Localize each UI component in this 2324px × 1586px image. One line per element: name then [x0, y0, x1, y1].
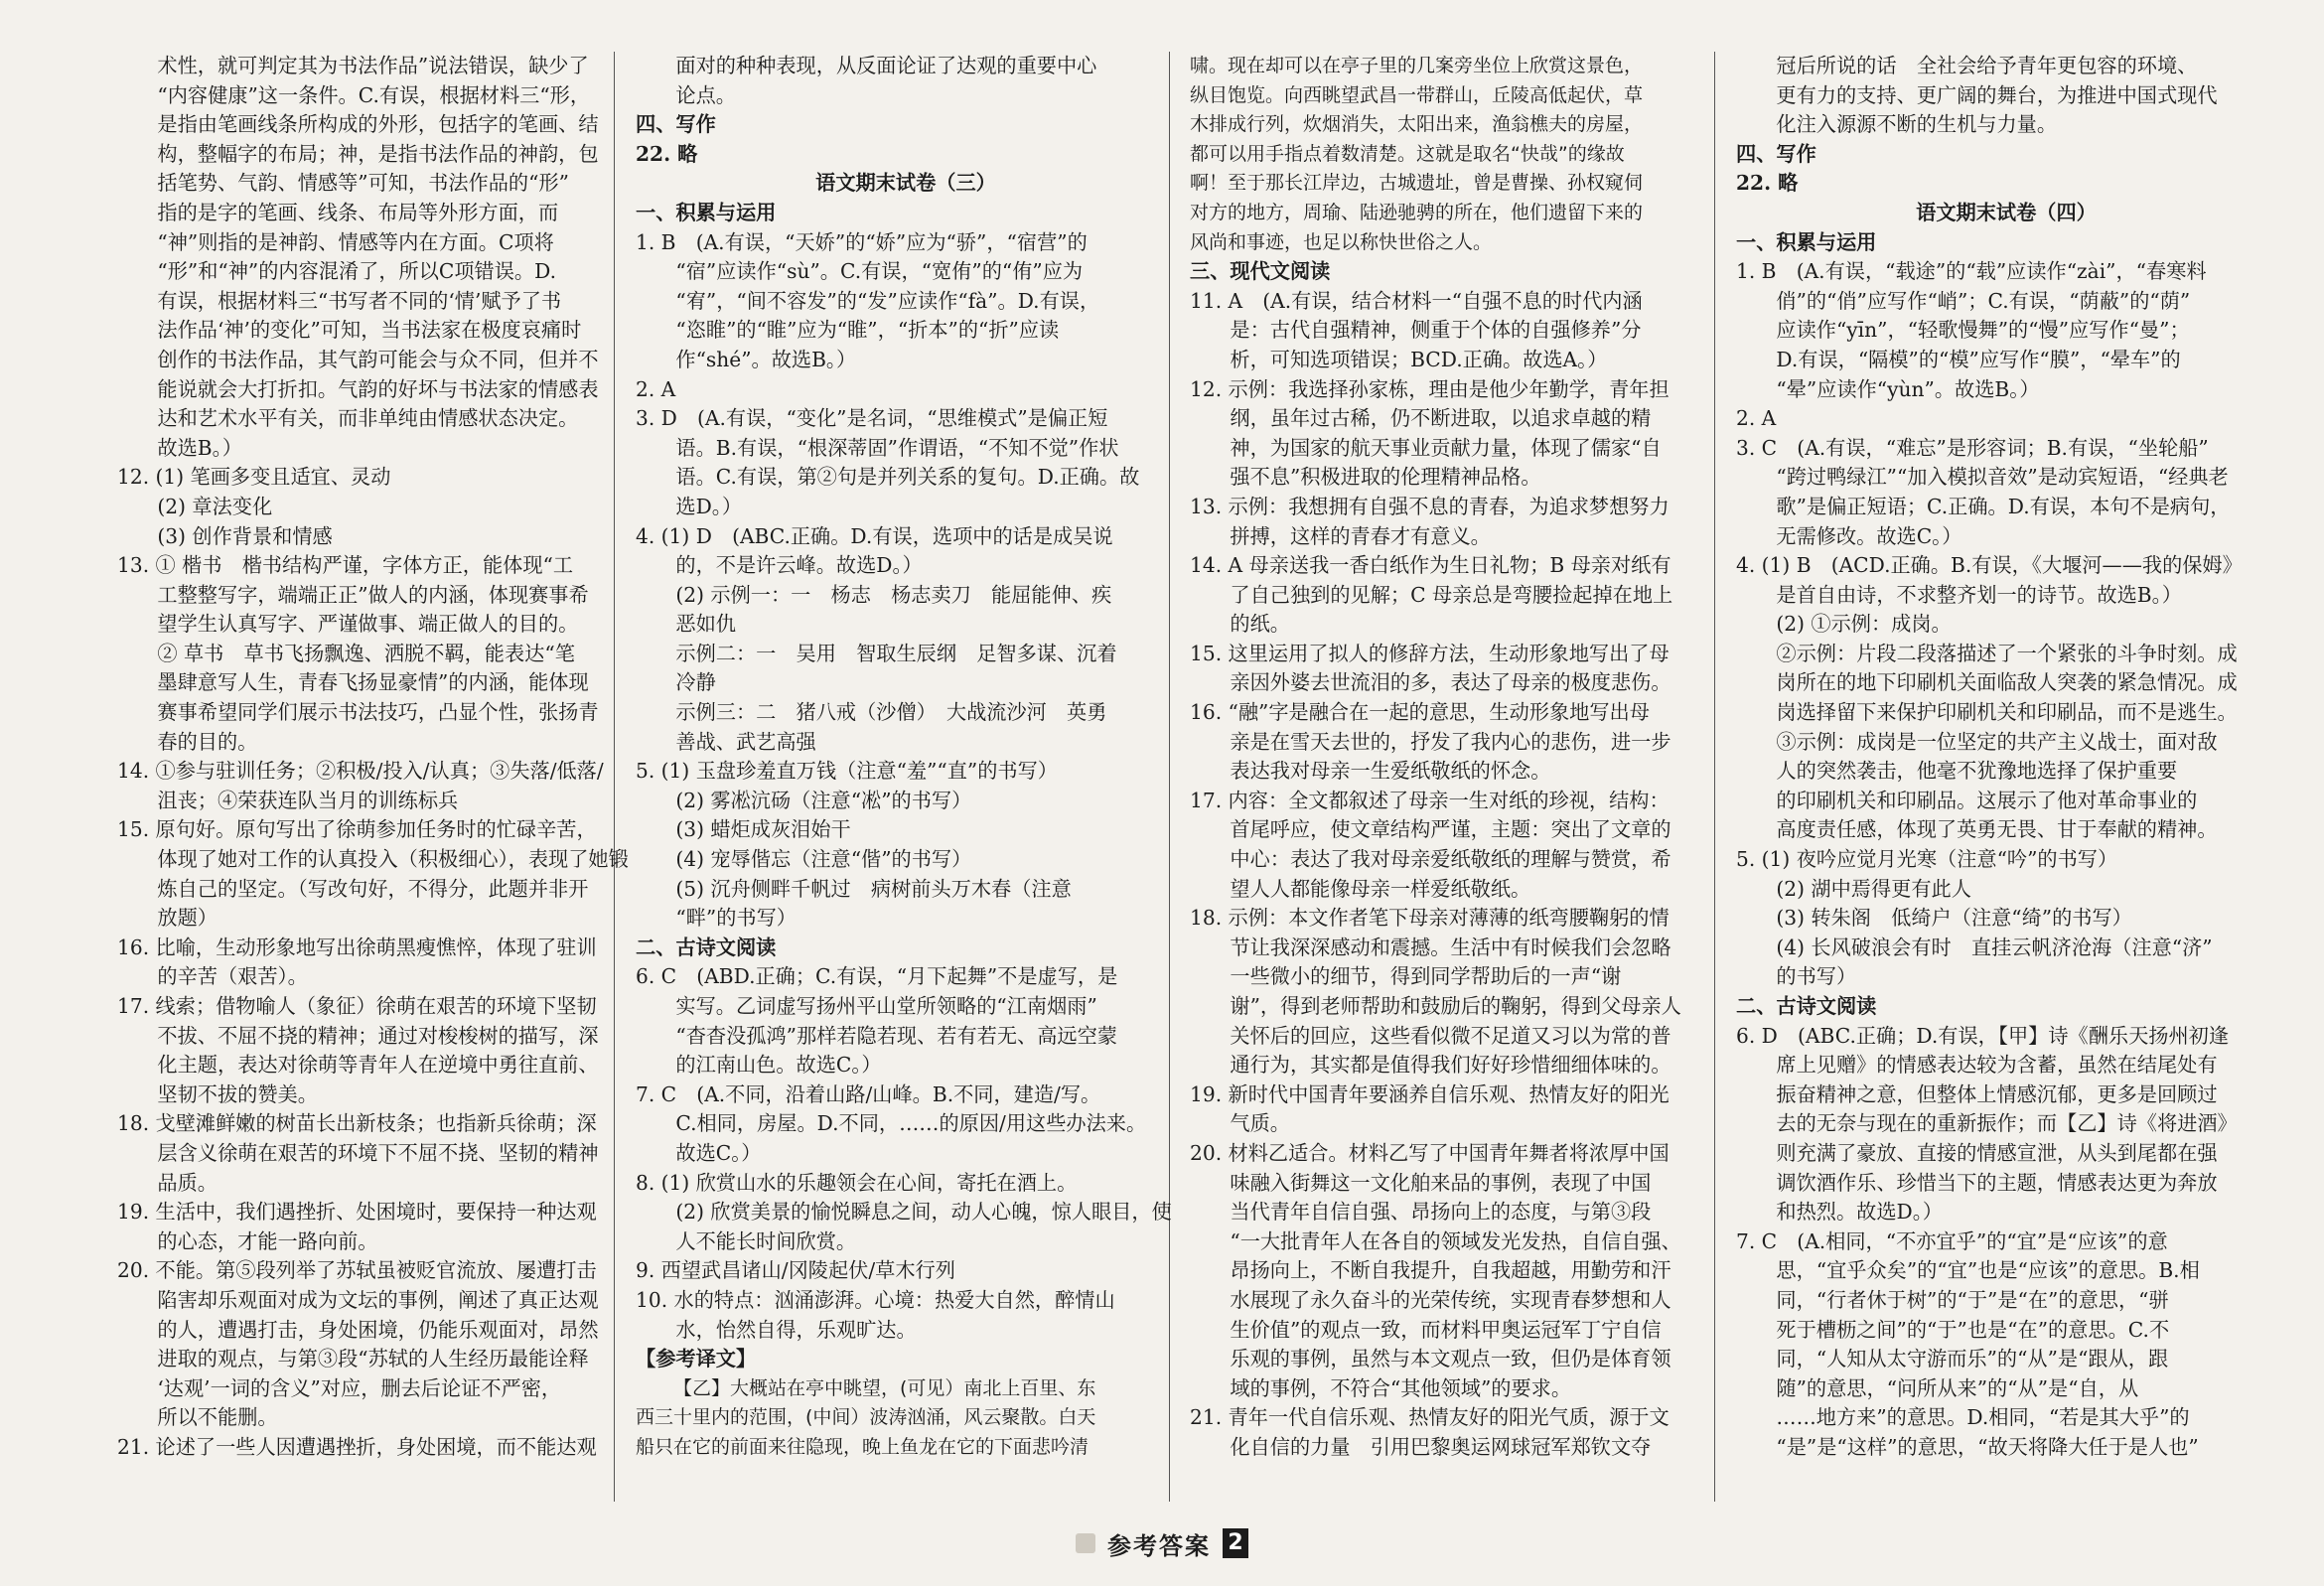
text-line: (2) 雾凇沆砀（注意“凇”的书写）	[675, 788, 972, 812]
text-line: 的江南山色。故选C。）	[675, 1053, 882, 1078]
text-line: 括笔势、气韵、情感等”可知，书法作品的“形”	[157, 171, 569, 196]
text-line: 工整整写字，端端正正”做人的内涵，体现赛事希	[157, 582, 589, 607]
text-line: “是”是“这样”的意思，“故天将降大任于是人也”	[1776, 1434, 2199, 1459]
text-line: (3) 转朱阁 低绮户（注意“绮”的书写）	[1776, 906, 2132, 931]
text-line: 一些微小的细节，得到同学帮助后的一声“谢	[1230, 964, 1622, 989]
text-line: 论点。	[675, 82, 736, 107]
text-line: 实写。乙词虚写扬州平山堂所领略的“江南烟雨”	[675, 994, 1097, 1018]
text-line: 啊！至于那长江岸边，古城遗址，曾是曹操、孙权窥伺	[1190, 172, 1644, 195]
text-line: 5. (1) 夜吟应觉月光寒（注意“吟”的书写）	[1736, 847, 2118, 872]
text-line: 3. C (A.有误，“难忘”是形容词；B.有误，“坐轮船”	[1736, 435, 2209, 460]
text-line: 陷害却乐观面对成为文坛的事例，阐述了真正达观	[157, 1287, 599, 1312]
text-line: 法作品‘神’的变化”可知，当书法家在极度哀痛时	[157, 318, 582, 343]
text-line: 语文期末试卷（四）	[1916, 200, 2097, 224]
text-line: 16. 比喻，生动形象地写出徐萌黑瘦憔悴，体现了驻训	[117, 935, 597, 959]
text-line: 【参考译文】	[636, 1347, 757, 1371]
text-line: 水展现了永久奋斗的光荣传统，实现青春梦想和人	[1230, 1287, 1671, 1312]
text-line: 炼自己的坚定。（写改句好，不得分，此题并非开	[157, 876, 589, 901]
text-line: “杳杳没孤鸿”那样若隐若现、若有若无、高远空蒙	[675, 1023, 1117, 1048]
text-line: 达和艺术水平有关，而非单纯由情感状态决定。	[157, 406, 579, 431]
text-line: “宥”，“间不容发”的“发”应读作“fà”。D.有误，	[675, 288, 1100, 313]
text-line: 振奋精神之意，但整体上情感沉郁，更多是回顾过	[1776, 1081, 2218, 1106]
text-line: 岗所在的地下印刷机关面临敌人突袭的紧急情况。成	[1776, 670, 2238, 695]
text-line: 神，为国家的航天事业贡献力量，体现了儒家“自	[1230, 435, 1662, 460]
text-line: C.相同，房屋。D.不同，……的原因/用这些办法来。	[675, 1111, 1147, 1136]
text-line: 的，不是许云峰。故选D。）	[675, 553, 923, 578]
text-line: 17. 线索；借物喻人（象征）徐萌在艰苦的环境下坚韧	[117, 994, 597, 1018]
text-line: (3) 创作背景和情感	[157, 523, 333, 548]
text-line: “恣睢”的“睢”应为“睢”，“折本”的“折”应读	[675, 318, 1060, 343]
text-line: 10. 水的特点：汹涌澎湃。心境：热爱大自然，醉情山	[636, 1287, 1115, 1312]
text-line: 冷静	[675, 670, 716, 695]
text-line: 22. 略	[636, 141, 698, 166]
text-line: (4) 宠辱偕忘（注意“偕”的书写）	[675, 847, 972, 872]
text-line: 二、古诗文阅读	[1736, 994, 1877, 1018]
text-line: 21. 论述了一些人因遭遇挫折，身处困境，而不能达观	[117, 1434, 597, 1459]
text-line: 作“shé”。故选B。）	[675, 347, 857, 371]
text-line: 西三十里内的范围，(中间）波涛汹涌，风云聚散。白天	[636, 1406, 1096, 1429]
text-line: ② 草书 草书飞扬飘逸、洒脱不羁，能表达“笔	[157, 641, 575, 665]
text-line: 有误，根据材料三“书写者不同的‘情’赋予了书	[157, 288, 562, 313]
text-line: 了自己独到的见解；C 母亲总是弯腰捡起掉在地上	[1230, 582, 1673, 607]
text-line: 16. “融”字是融合在一起的意思，生动形象地写出母	[1190, 700, 1650, 725]
text-line: ……地方来”的意思。D.相同，“若是其大乎”的	[1776, 1405, 2190, 1430]
text-line: 6. D (ABC.正确；D.有误，【甲】诗《酬乐天扬州初逢	[1736, 1023, 2230, 1048]
text-line: 选D。）	[675, 494, 743, 518]
text-line: 的人，遭遇打击，身处困境，仍能乐观面对，昂然	[157, 1317, 599, 1342]
text-line: 则充满了豪放、直接的情感宣泄，从头到尾都在强	[1776, 1140, 2218, 1165]
text-line: 7. C (A.相同，“不亦宜乎”的“宜”是“应该”的意	[1736, 1228, 2168, 1253]
text-line: 墨肆意写人生，青春飞扬显豪情”的内涵，能体现	[157, 670, 589, 695]
text-line: 更有力的支持、更广阔的舞台，为推进中国式现代	[1776, 82, 2218, 107]
text-line: 纲，虽年过古稀，仍不断进取，以追求卓越的精	[1230, 406, 1652, 431]
text-line: 应读作“yīn”，“轻歌慢舞”的“慢”应写作“曼”；	[1776, 318, 2190, 343]
text-line: “宿”应读作“sù”。C.有误，“宽侑”的“侑”应为	[675, 259, 1084, 284]
text-line: 析，可知选项错误；BCD.正确。故选A。）	[1230, 347, 1608, 371]
text-line: 对方的地方，周瑜、陆逊驰骋的所在，他们遗留下来的	[1190, 201, 1644, 223]
text-line: 俏”的“俏”应写作“峭”；C.有误，“荫蔽”的“荫”	[1776, 288, 2191, 313]
text-line: 语。B.有误，“根深蒂固”作谓语，“不知不觉”作状	[675, 435, 1119, 460]
text-line: 望学生认真写字、严谨做事、端正做人的目的。	[157, 612, 579, 637]
text-line: 13. 示例：我想拥有自强不息的青春，为追求梦想努力	[1190, 494, 1670, 518]
text-line: 的心态，才能一路向前。	[157, 1228, 378, 1253]
text-line: (4) 长风破浪会有时 直挂云帆济沧海（注意“济”	[1776, 935, 2213, 959]
text-line: 沮丧；④荣获连队当月的训练标兵	[157, 788, 459, 812]
text-line: 20. 材料乙适合。材料乙写了中国青年舞者将浓厚中国	[1190, 1140, 1670, 1165]
text-line: 春的目的。	[157, 729, 258, 754]
column-1	[117, 52, 657, 1502]
column-2	[636, 52, 1176, 1502]
text-line: 18. 示例：本文作者笔下母亲对薄薄的纸弯腰鞠躬的情	[1190, 906, 1670, 931]
text-line: 中心：表达了我对母亲爱纸敬纸的理解与赞赏，希	[1230, 847, 1671, 872]
text-line: 纵目饱览。向西眺望武昌一带群山，丘陵高低起伏，草	[1190, 83, 1644, 106]
text-line: 亲因外婆去世流泪的多，表达了母亲的极度悲伤。	[1230, 670, 1671, 695]
text-line: “一大批青年人在各自的领域发光发热，自信自强、	[1230, 1228, 1681, 1253]
text-line: 同，“人知从太守游而乐”的“从”是“跟从，跟	[1776, 1347, 2169, 1371]
text-line: 15. 这里运用了拟人的修辞方法，生动形象地写出了母	[1190, 641, 1670, 665]
text-line: 8. (1) 欣赏山水的乐趣领会在心间，寄托在酒上。	[636, 1170, 1078, 1195]
text-line: 19. 生活中，我们遇挫折、处困境时，要保持一种达观	[117, 1200, 597, 1225]
text-line: 的书写）	[1776, 964, 1857, 989]
text-line: 放题）	[157, 906, 218, 931]
text-line: (2) 欣赏美景的愉悦瞬息之间，动人心魄，惊人眼目，使	[675, 1200, 1172, 1225]
column-4	[1736, 52, 2276, 1502]
text-line: 15. 原句好。原句写出了徐萌参加任务时的忙碌辛苦，	[117, 817, 597, 842]
text-line: 恶如仇	[675, 612, 736, 637]
text-line: 12. (1) 笔画多变且适宜、灵动	[117, 465, 391, 490]
footer-title: 参考答案	[1107, 1531, 1211, 1560]
text-line: 风尚和事迹，也足以称快世俗之人。	[1190, 230, 1493, 253]
text-line: 故选B。）	[157, 435, 242, 460]
text-line: 22. 略	[1736, 171, 1799, 196]
text-line: 13. ① 楷书 楷书结构严谨，字体方正，能体现“工	[117, 553, 574, 578]
text-line: 坚韧不拔的赞美。	[157, 1081, 318, 1106]
text-line: 化自信的力量 引用巴黎奥运网球冠军郑钦文夺	[1230, 1434, 1652, 1459]
text-line: 亲是在雪天去世的，抒发了我内心的悲伤，进一步	[1230, 729, 1671, 754]
text-line: 四、写作	[1736, 141, 1816, 166]
text-line: 一、积累与运用	[636, 200, 777, 224]
text-line: 3. D (A.有误，“变化”是名词，“思维模式”是偏正短	[636, 406, 1108, 431]
text-line: 域的事例，不符合“其他领域”的要求。	[1230, 1375, 1572, 1400]
text-line: “跨过鸭绿江”“加入模拟音效”是动宾短语，“经典老	[1776, 465, 2229, 490]
text-line: 17. 内容：全文都叙述了母亲一生对纸的珍视，结构：	[1190, 788, 1670, 812]
text-line: 高度责任感，体现了英勇无畏、甘于奉献的精神。	[1776, 817, 2218, 842]
text-line: 表达我对母亲一生爱纸敬纸的怀念。	[1230, 759, 1551, 784]
text-line: 节让我深深感动和震撼。生活中有时候我们会忽略	[1230, 935, 1671, 959]
text-line: 层含义徐萌在艰苦的环境下不屈不挠、坚韧的精神	[157, 1140, 599, 1165]
text-line: 2. A	[1736, 406, 1777, 431]
text-line: 一、积累与运用	[1736, 229, 1877, 254]
text-line: 语。C.有误，第②句是并列关系的复句。D.正确。故	[675, 465, 1140, 490]
text-line: 构，整幅字的布局；神，是指书法作品的神韵，包	[157, 141, 599, 166]
text-line: 冠后所说的话 全社会给予青年更包容的环境、	[1776, 54, 2198, 77]
text-line: 14. ①参与驻训任务；②积极/投入/认真；③失落/低落/	[117, 759, 604, 784]
text-line: 不拔、不屈不挠的精神；通过对梭梭树的描写，深	[157, 1023, 599, 1048]
text-line: 创作的书法作品，其气韵可能会与众不同，但并不	[157, 347, 599, 371]
book-icon	[1076, 1533, 1095, 1553]
text-line: 四、写作	[636, 112, 716, 137]
text-line: 4. (1) B (ACD.正确。B.有误，《大堰河——我的保姆》	[1736, 553, 2243, 578]
text-line: 故选C。）	[675, 1140, 762, 1165]
text-line: 首尾呼应，使文章结构严谨，主题：突出了文章的	[1230, 817, 1671, 842]
text-line: “神”则指的是神韵、情感等内在方面。C项将	[157, 229, 554, 254]
text-line: 20. 不能。第⑤段列举了苏轼虽被贬官流放、屡遭打击	[117, 1258, 597, 1283]
text-line: 4. (1) D (ABC.正确。D.有误，选项中的话是成吴说	[636, 523, 1113, 548]
text-line: 6. C (ABD.正确；C.有误，“月下起舞”不是虚写，是	[636, 964, 1118, 989]
text-line: 示例三：二 猪八戒（沙僧） 大战流沙河 英勇	[675, 700, 1107, 725]
text-line: 5. (1) 玉盘珍羞直万钱（注意“羞”“直”的书写）	[636, 759, 1058, 784]
text-line: 当代青年自信自强、昂扬向上的态度，与第③段	[1230, 1200, 1652, 1225]
text-line: 水，怡然自得，乐观旷达。	[675, 1317, 917, 1342]
text-line: 气质。	[1230, 1111, 1290, 1136]
text-line: 是首自由诗，不求整齐划一的诗节。故选B。）	[1776, 582, 2182, 607]
text-line: 望人人都能像母亲一样爱纸敬纸。	[1230, 876, 1531, 901]
text-line: 指的是字的笔画、线条、布局等外形方面，而	[157, 200, 559, 224]
text-line: 通行为，其实都是值得我们好好珍惜细细体味的。	[1230, 1053, 1671, 1078]
text-line: 随”的意思，“问所从来”的“从”是“自，从	[1776, 1375, 2139, 1400]
text-line: 去的无奈与现在的重新振作；而【乙】诗《将进酒》	[1776, 1111, 2238, 1136]
text-line: 谢”，得到老师帮助和鼓励后的鞠躬，得到父母亲人	[1230, 994, 1681, 1018]
text-line: “晕”应读作“yùn”。故选B。）	[1776, 376, 2040, 401]
text-line: 强不息”积极进取的伦理精神品格。	[1230, 465, 1541, 490]
text-line: 示例二：一 吴用 智取生辰纲 足智多谋、沉着	[675, 641, 1117, 665]
text-line: 都可以用手指点着数清楚。这就是取名“快哉”的缘故	[1190, 142, 1625, 165]
text-line: 船只在它的前面来往隐现，晚上鱼龙在它的下面悲吟清	[636, 1435, 1089, 1458]
text-line: ②示例：片段二段落描述了一个紧张的斗争时刻。成	[1776, 641, 2238, 665]
text-line: 岗选择留下来保护印刷机关和印刷品，而不是逃生。	[1776, 700, 2238, 725]
text-line: 人不能长时间欣赏。	[675, 1228, 857, 1253]
text-line: 进取的观点，与第③段“苏轼的人生经历最能诠释	[157, 1347, 589, 1371]
text-line: 歌”是偏正短语；C.正确。D.有误，本句不是病句，	[1776, 494, 2231, 518]
text-line: 2. A	[636, 376, 676, 401]
text-line: (2) 湖中焉得更有此人	[1776, 876, 1971, 901]
text-line: 善战、武艺高强	[675, 729, 816, 754]
text-line: ③示例：成岗是一位坚定的共产主义战士，面对敌	[1776, 729, 2218, 754]
text-line: 拼搏，这样的青春才有意义。	[1230, 523, 1491, 548]
text-line: 所以不能删。	[157, 1405, 278, 1430]
text-line: 21. 青年一代自信乐观、热情友好的阳光气质，源于文	[1190, 1405, 1670, 1430]
text-line: 19. 新时代中国青年要涵养自信乐观、热情友好的阳光	[1190, 1081, 1670, 1106]
text-line: (2) ①示例：成岗。	[1776, 612, 1952, 637]
text-line: 无需修改。故选C。）	[1776, 523, 1962, 548]
text-line: 啸。现在却可以在亭子里的几案旁坐位上欣赏这景色，	[1190, 55, 1644, 76]
text-line: 品质。	[157, 1170, 218, 1195]
text-line: 昂扬向上，不断自我提升，自我超越，用勤劳和汗	[1230, 1258, 1671, 1283]
text-line: 同，“行者休于树”的“于”是“在”的意思，“骈	[1776, 1287, 2169, 1312]
text-line: 化注入源源不断的生机与力量。	[1776, 112, 2058, 137]
text-line: 是：古代自强精神，侧重于个体的自强修养”分	[1230, 318, 1642, 343]
text-line: 席上见赠》的情感表达较为含蓄，虽然在结尾处有	[1776, 1053, 2218, 1078]
text-line: 的印刷机关和印刷品。这展示了他对革命事业的	[1776, 788, 2198, 812]
text-line: 12. 示例：我选择孙家栋，理由是他少年勤学，青年担	[1190, 376, 1670, 401]
text-line: 面对的种种表现，从反面论证了达观的重要中心	[675, 54, 1097, 77]
text-line: 的辛苦（艰苦）。	[157, 964, 308, 989]
text-line: 能说就会大打折扣。气韵的好坏与书法家的情感表	[157, 376, 599, 401]
text-line: 死于槽枥之间”的“于”也是“在”的意思。C.不	[1776, 1317, 2170, 1342]
text-line: (2) 章法变化	[157, 494, 273, 518]
text-line: 14. A 母亲送我一香白纸作为生日礼物；B 母亲对纸有	[1190, 553, 1671, 578]
text-line: 11. A (A.有误，结合材料一“自强不息的时代内涵	[1190, 288, 1643, 313]
text-line: 乐观的事例，虽然与本文观点一致，但仍是体育领	[1230, 1347, 1671, 1371]
text-line: 体现了她对工作的认真投入（积极细心），表现了她锻	[157, 847, 629, 872]
text-line: 的纸。	[1230, 612, 1290, 637]
text-line: 7. C (A.不同，沿着山路/山峰。B.不同，建造/写。	[636, 1081, 1101, 1106]
text-line: 18. 戈壁滩鲜嫩的树苗长出新枝条；也指新兵徐萌；深	[117, 1111, 597, 1136]
text-line: 1. B (A.有误，“载途”的“载”应读作“zài”，“春寒料	[1736, 259, 2207, 284]
text-line: 化主题，表达对徐萌等青年人在逆境中勇往直前、	[157, 1053, 599, 1078]
text-line: 术性，就可判定其为书法作品”说法错误，缺少了	[157, 54, 589, 77]
text-line: “形”和“神”的内容混淆了，所以C项错误。D.	[157, 259, 557, 284]
text-line: 生价值”的观点一致，而材料甲奥运冠军丁宁自信	[1230, 1317, 1662, 1342]
text-line: 三、现代文阅读	[1190, 259, 1331, 284]
text-line: 味融入街舞这一文化舶来品的事例，表现了中国	[1230, 1170, 1652, 1195]
text-line: 赛事希望同学们展示书法技巧，凸显个性，张扬青	[157, 700, 599, 725]
page-number: 2	[1223, 1528, 1248, 1558]
text-line: 木排成行列，炊烟消失，太阳出来，渔翁樵夫的房屋，	[1190, 113, 1644, 136]
text-line: (3) 蜡炬成灰泪始干	[675, 817, 851, 842]
text-line: ‘达观’一词的含义”对应，删去后论证不严密，	[157, 1375, 562, 1400]
text-line: (2) 示例一：一 杨志 杨志卖刀 能屈能伸、疾	[675, 582, 1112, 607]
text-line: 人的突然袭击，他毫不犹豫地选择了保护重要	[1776, 759, 2178, 784]
page-footer	[0, 1525, 2324, 1561]
text-line: 二、古诗文阅读	[636, 935, 777, 959]
text-line: 关怀后的回应，这些看似微不足道又习以为常的普	[1230, 1023, 1671, 1048]
text-line: “内容健康”这一条件。C.有误，根据材料三“形，	[157, 82, 591, 107]
text-line: D.有误，“隔模”的“模”应写作“膜”，“晕车”的	[1776, 347, 2181, 371]
text-line: 【乙】大概站在亭中眺望，(可见）南北上百里、东	[673, 1376, 1096, 1399]
text-line: (5) 沉舟侧畔千帆过 病树前头万木春（注意	[675, 876, 1072, 901]
text-line: 和热烈。故选D。）	[1776, 1200, 1943, 1225]
text-line: 语文期末试卷（三）	[815, 171, 996, 196]
text-line: 是指由笔画线条所构成的外形，包括字的笔画、结	[157, 112, 599, 137]
text-line: 1. B (A.有误，“天娇”的“娇”应为“骄”，“宿营”的	[636, 229, 1088, 254]
column-3	[1190, 52, 1730, 1502]
text-line: “畔”的书写）	[675, 906, 797, 931]
text-line: 思，“宜乎众矣”的“宜”也是“应该”的意思。B.相	[1776, 1258, 2200, 1283]
text-line: 调饮酒作乐、珍惜当下的主题，情感表达更为奔放	[1776, 1170, 2218, 1195]
text-line: 9. 西望武昌诸山/冈陵起伏/草木行列	[636, 1258, 955, 1283]
